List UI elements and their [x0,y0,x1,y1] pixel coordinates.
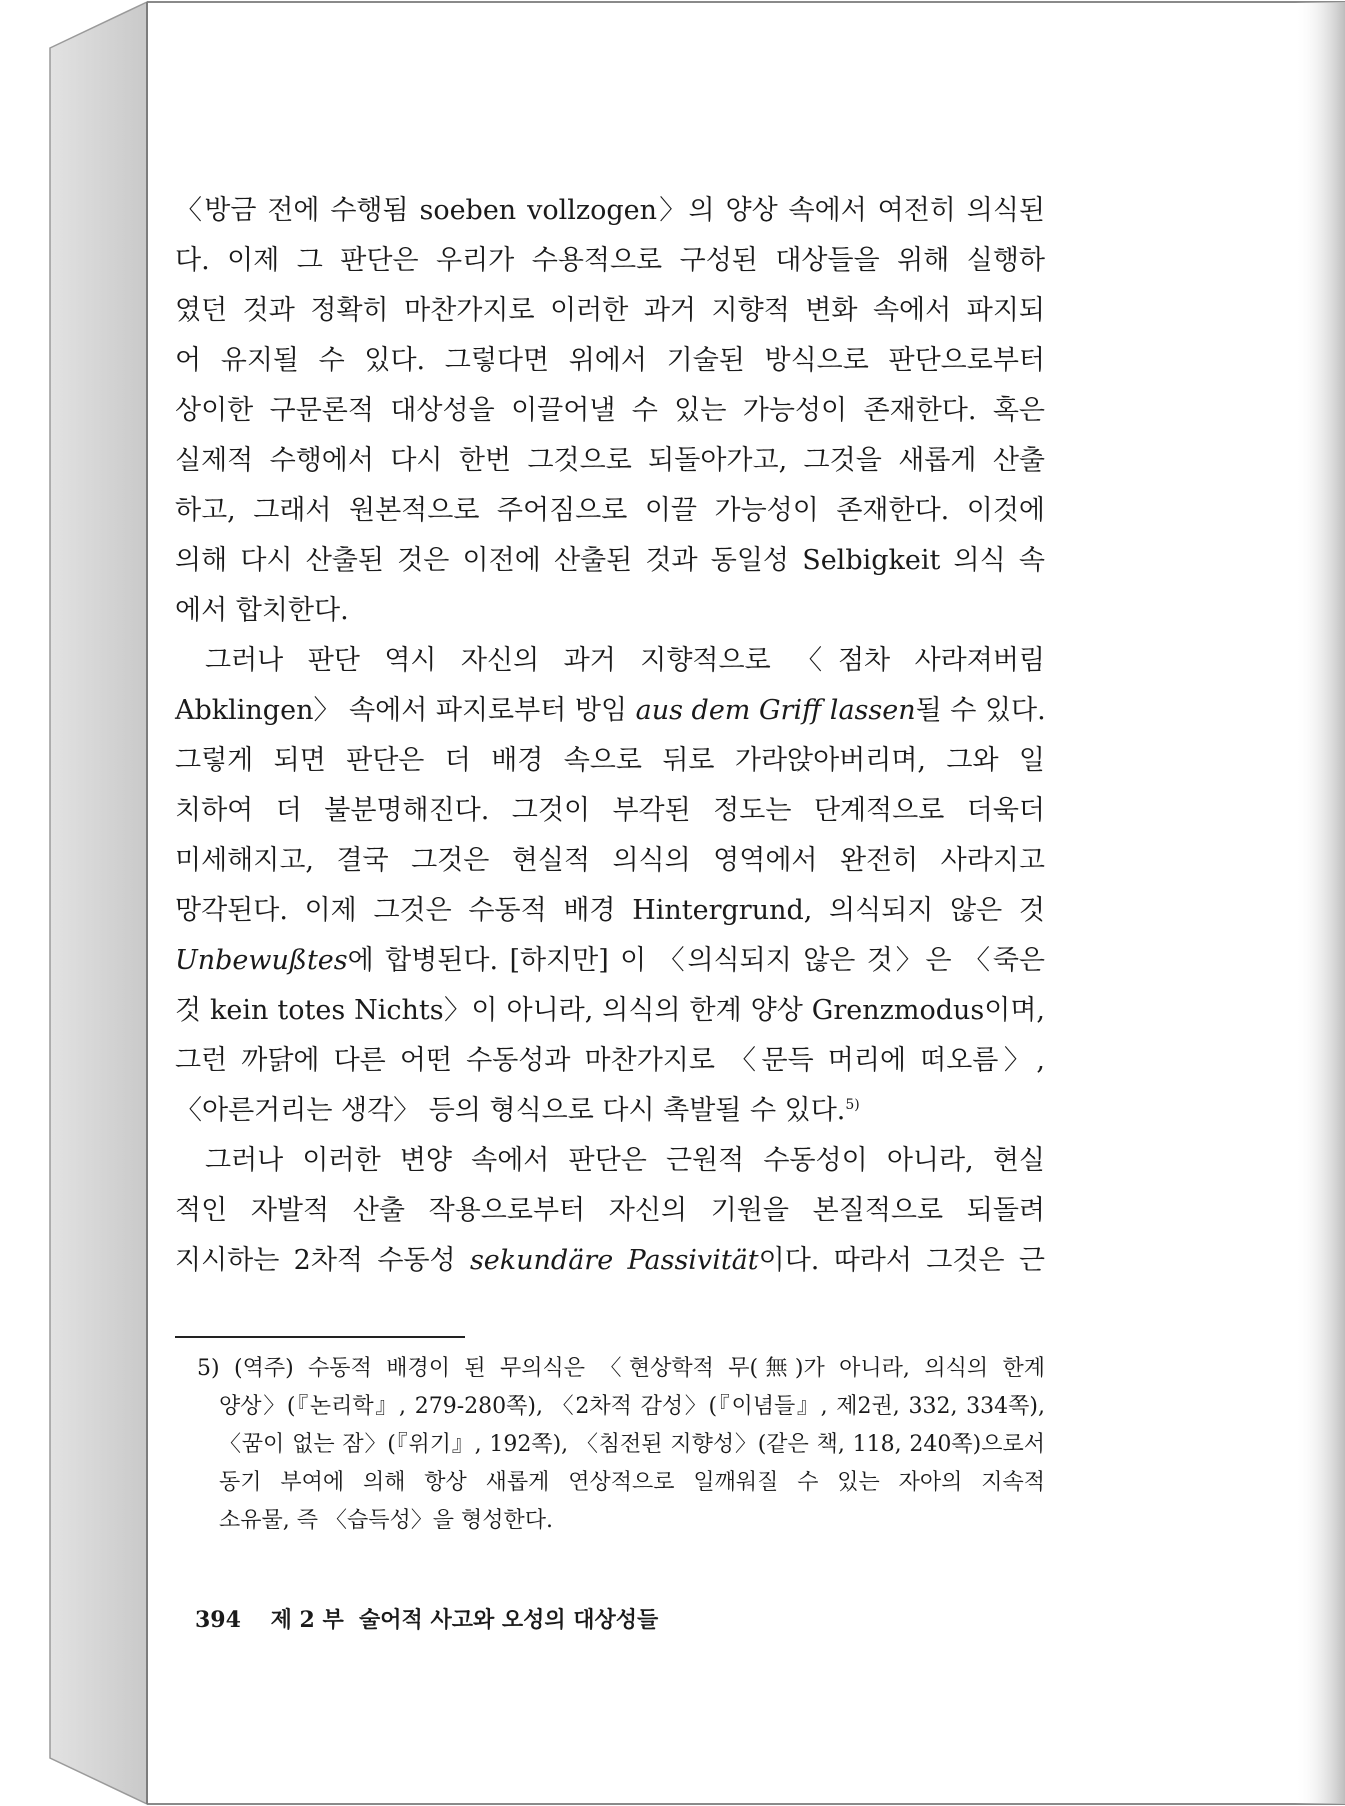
text-line: 하고, 그래서 원본적으로 주어짐으로 이끌 가능성이 존재한다. 이것에 [175,495,1045,526]
text-line: 그렇게 되면 판단은 더 배경 속으로 뒤로 가라앉아버리며, 그와 일 [175,745,1045,776]
main-text [175,186,1045,1286]
paragraph-2 [175,636,1045,1136]
text-line: 에서 합치한다. [175,595,349,626]
footnote-line: 소유물, 즉 〈습득성〉을 형성한다. [219,1508,553,1533]
footnote [197,1350,1045,1540]
footnote-line: 양상〉(『논리학』, 279-280쪽), 〈2차적 감성〉(『이념들』, 제2권, 332, 334쪽), [219,1394,1045,1419]
text-line: 그런 까닭에 다른 어떤 수동성과 마찬가지로 〈문득 머리에 떠오름〉, [175,1045,1045,1076]
text-line: 것 kein totes Nichts〉이 아니라, 의식의 한계 양상 Grenzmodus이며, [175,995,1045,1026]
text-line: 〈방금 전에 수행됨 soeben vollzogen〉의 양상 속에서 여전히 의식된 [175,195,1045,226]
footnote-divider [175,1336,465,1338]
paragraph-3 [175,1136,1045,1286]
text-line: 그러나 판단 역시 자신의 과거 지향적으로 〈점차 사라져버림 [205,645,1045,676]
text-line: 지시하는 2차적 수동성 sekundäre Passivität이다. 따라서 그것은 근 [175,1245,1045,1276]
text-line: 〈아른거리는 생각〉 등의 형식으로 다시 촉발될 수 있다.$^{5)}$ [175,1095,860,1126]
footnote-line: 〈꿈이 없는 잠〉(『위기』, 192쪽), 〈침전된 지향성〉(같은 책, 118, 240쪽)으로서 [219,1432,1045,1457]
text-line: Abklingen〉 속에서 파지로부터 방임 aus dem Griff lassen될 수 있다. [175,695,1046,726]
text-line: 미세해지고, 결국 그것은 현실적 의식의 영역에서 완전히 사라지고 [175,845,1045,876]
text-line: 상이한 구문론적 대상성을 이끌어낼 수 있는 가능성이 존재한다. 혹은 [175,395,1045,426]
text-line: 어 유지될 수 있다. 그렇다면 위에서 기술된 방식으로 판단으로부터 [175,345,1045,376]
part-title: 제 2 부 술어적 사고와 오성의 대상성들 [270,1607,659,1633]
running-footer [195,1603,658,1634]
text-line: 실제적 수행에서 다시 한번 그것으로 되돌아가고, 그것을 새롭게 산출 [175,445,1045,476]
footnote-line: 동기 부여에 의해 항상 새롭게 연상적으로 일깨워질 수 있는 자아의 지속적 [219,1470,1045,1495]
text-line: 다. 이제 그 판단은 우리가 수용적으로 구성된 대상들을 위해 실행하 [175,245,1045,276]
text-line: 망각된다. 이제 그것은 수동적 배경 Hintergrund, 의식되지 않은 것 [175,895,1045,926]
footnote-line: 5) (역주) 수동적 배경이 된 무의식은 〈현상학적 무(無)가 아니라, 의식의 한계 [197,1356,1045,1381]
text-line: 적인 자발적 산출 작용으로부터 자신의 기원을 본질적으로 되돌려 [175,1195,1045,1226]
text-line: 의해 다시 산출된 것은 이전에 산출된 것과 동일성 Selbigkeit 의식 속 [175,545,1045,576]
paragraph-1 [175,186,1045,636]
german-term: sekundäre Passivität [469,1245,759,1276]
german-term: aus dem Griff lassen [635,695,916,726]
german-term: Unbewußtes [175,945,348,976]
text-line: 였던 것과 정확히 마찬가지로 이러한 과거 지향적 변화 속에서 파지되 [175,295,1045,326]
text-line: Unbewußtes에 합병된다. [하지만] 이 〈의식되지 않은 것〉은 〈죽은 [175,945,1045,976]
text-line: 그러나 이러한 변양 속에서 판단은 근원적 수동성이 아니라, 현실 [205,1145,1045,1176]
text-line: 치하여 더 불분명해진다. 그것이 부각된 정도는 단계적으로 더욱더 [175,795,1045,826]
page-number: 394 [195,1607,241,1633]
footnote-reference[interactable]: 5) [845,1097,860,1113]
